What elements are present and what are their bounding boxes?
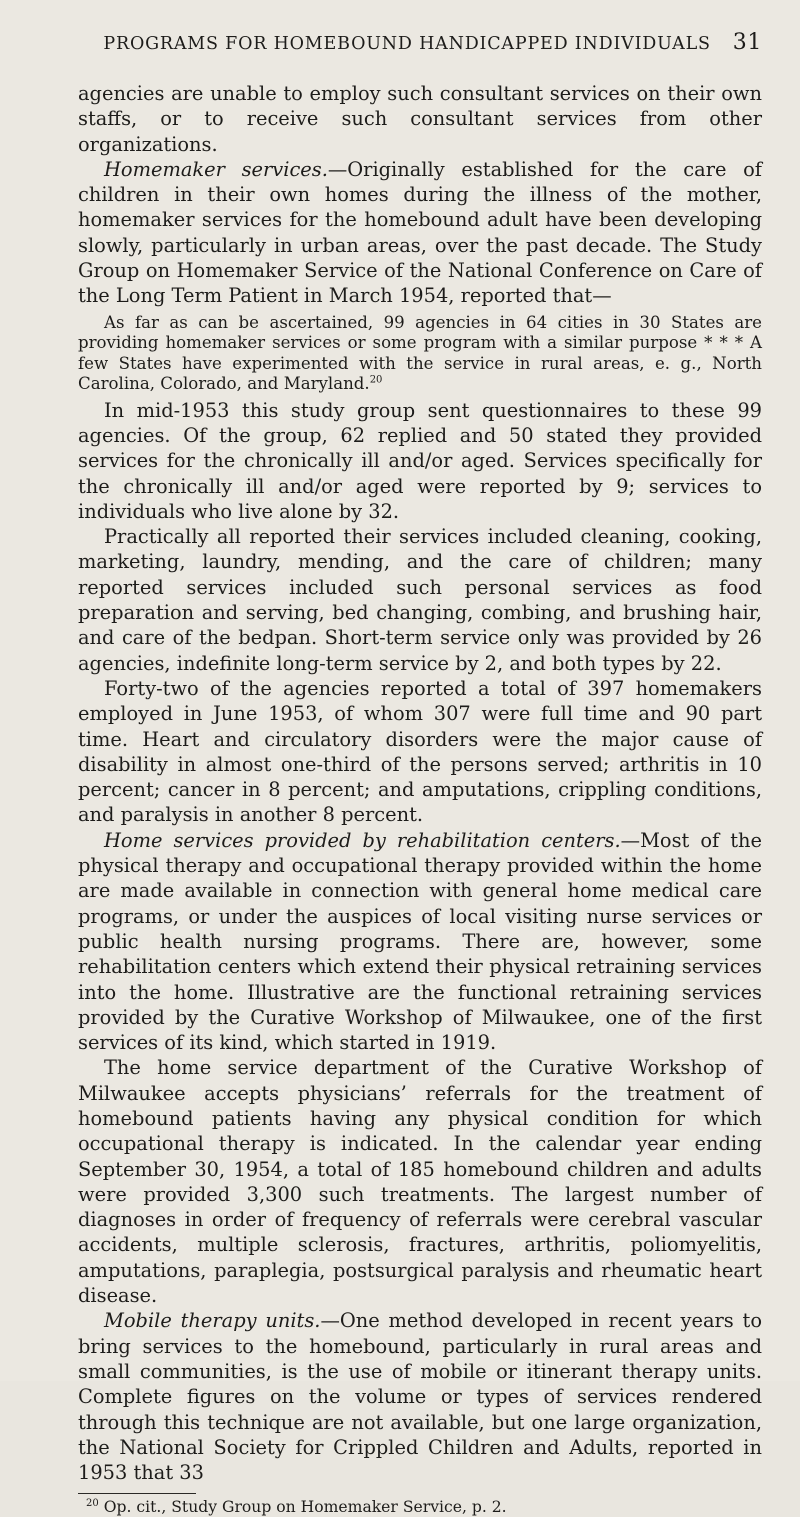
page-number: 31 (732, 30, 762, 55)
paragraph-curative-workshop (78, 1055, 762, 1308)
body-text (78, 81, 762, 1485)
footnote-divider (78, 1493, 196, 1494)
paragraph-text: In mid-1953 this study group sent questionnaires to these 99 agencies. Of the group, 62 replied and 50 stated they provided services for the chronically ill and/or aged. Services specifically for the chronically ill and/or aged were reported by 9; services to individuals who live alone by 32. (78, 398, 762, 523)
run-in-heading: Home services provided by rehabilitation centers. (104, 828, 621, 852)
paragraph-questionnaires (78, 398, 762, 524)
paragraph-homemakers-employed (78, 676, 762, 828)
paragraph-text: The home service department of the Curative Workshop of Milwaukee accepts physicians’ referrals for the treatment of homebound patients having any physical condition for which occupational therapy is indicated. In the calendar year ending September 30, 1954, a total of 185 homebound children and adults were provided 3,300 such treatments. The largest number of diagnoses in order of frequency of referrals were cerebral vascular accidents, multiple sclerosis, fractures, arthritis, poliomyelitis, amputations, paraplegia, postsurgical paralysis and rheumatic heart disease. (78, 1056, 762, 1308)
run-in-heading: Homemaker services. (104, 157, 328, 181)
paragraph-mobile-therapy (78, 1308, 762, 1485)
paragraph-rehabilitation-centers (78, 828, 762, 1056)
paragraph-text: agencies are unable to employ such consultant services on their own staffs, or to receive such consultant services from other organizations. (78, 82, 762, 156)
footnote-reference: 20 (369, 374, 383, 386)
paragraph-text: —Most of the physical therapy and occupational therapy provided within the home are made available in connection with general home medical care programs, or under the auspices of local visiting nurse services or public health nursing programs. There are, however, some rehabilitation centers which extend their physical retraining services into the home. Illustrative are the functional retraining services provided by the Curative Workshop of Milwaukee, one of the first services of its kind, which started in 1919. (78, 828, 762, 1055)
run-in-heading: Mobile therapy units. (104, 1309, 321, 1333)
paragraph-homemaker-services (78, 157, 762, 309)
paragraph-continuation (78, 81, 762, 157)
paragraph-text: Forty-two of the agencies reported a total of 397 homemakers employed in June 1953, of whom 307 were full time and 90 part time. Heart and circulatory disorders were the major cause of disability in almost one-third of the persons served; arthritis in 10 percent; cancer in 8 percent; and amputations, crippling conditions, and paralysis in another 8 percent. (78, 676, 762, 827)
running-header (78, 30, 762, 55)
block-quote (78, 313, 762, 395)
running-title: PROGRAMS FOR HOMEBOUND HANDICAPPED INDIVIDUALS (103, 34, 711, 54)
footnote (78, 1498, 762, 1517)
paragraph-text: —Originally established for the care of children in their own homes during the illness of the mother, homemaker services for the homebound adult have been developing slowly, particularly in urban areas, over the past decade. The Study Group on Homemaker Service of the National Conference on Care of the Long Term Patient in March 1954, reported that— (78, 157, 762, 308)
footnote-text: Op. cit., Study Group on Homemaker Service, p. 2. (103, 1498, 507, 1517)
paragraph-text: Practically all reported their services included cleaning, cooking, marketing, laundry, mending, and the care of children; many reported services included such personal services as food preparation and serving, bed changing, combing, and brushing hair, and care of the bedpan. Short-term service only was provided by 26 agencies, indefinite long-term service by 2, and both types by 22. (78, 525, 762, 675)
footnote-marker: 20 (86, 1498, 99, 1510)
paragraph-text: —One method developed in recent years to bring services to the homebound, particularly in rural areas and small communities, is the use of mobile or itinerant therapy units. Complete figures on the volume or types of services rendered through this technique are not available, but one large organization, the National Society for Crippled Children and Adults, reported in 1953 that 33 (78, 1309, 762, 1485)
quote-text: As far as can be ascertained, 99 agencies in 64 cities in 30 States are providing homemaker services or some program with a similar purpose * * * A few States have experimented with the service in rural areas, e. g., North Carolina, Colorado, and Maryland. (78, 312, 762, 394)
paragraph-services-reported (78, 524, 762, 676)
